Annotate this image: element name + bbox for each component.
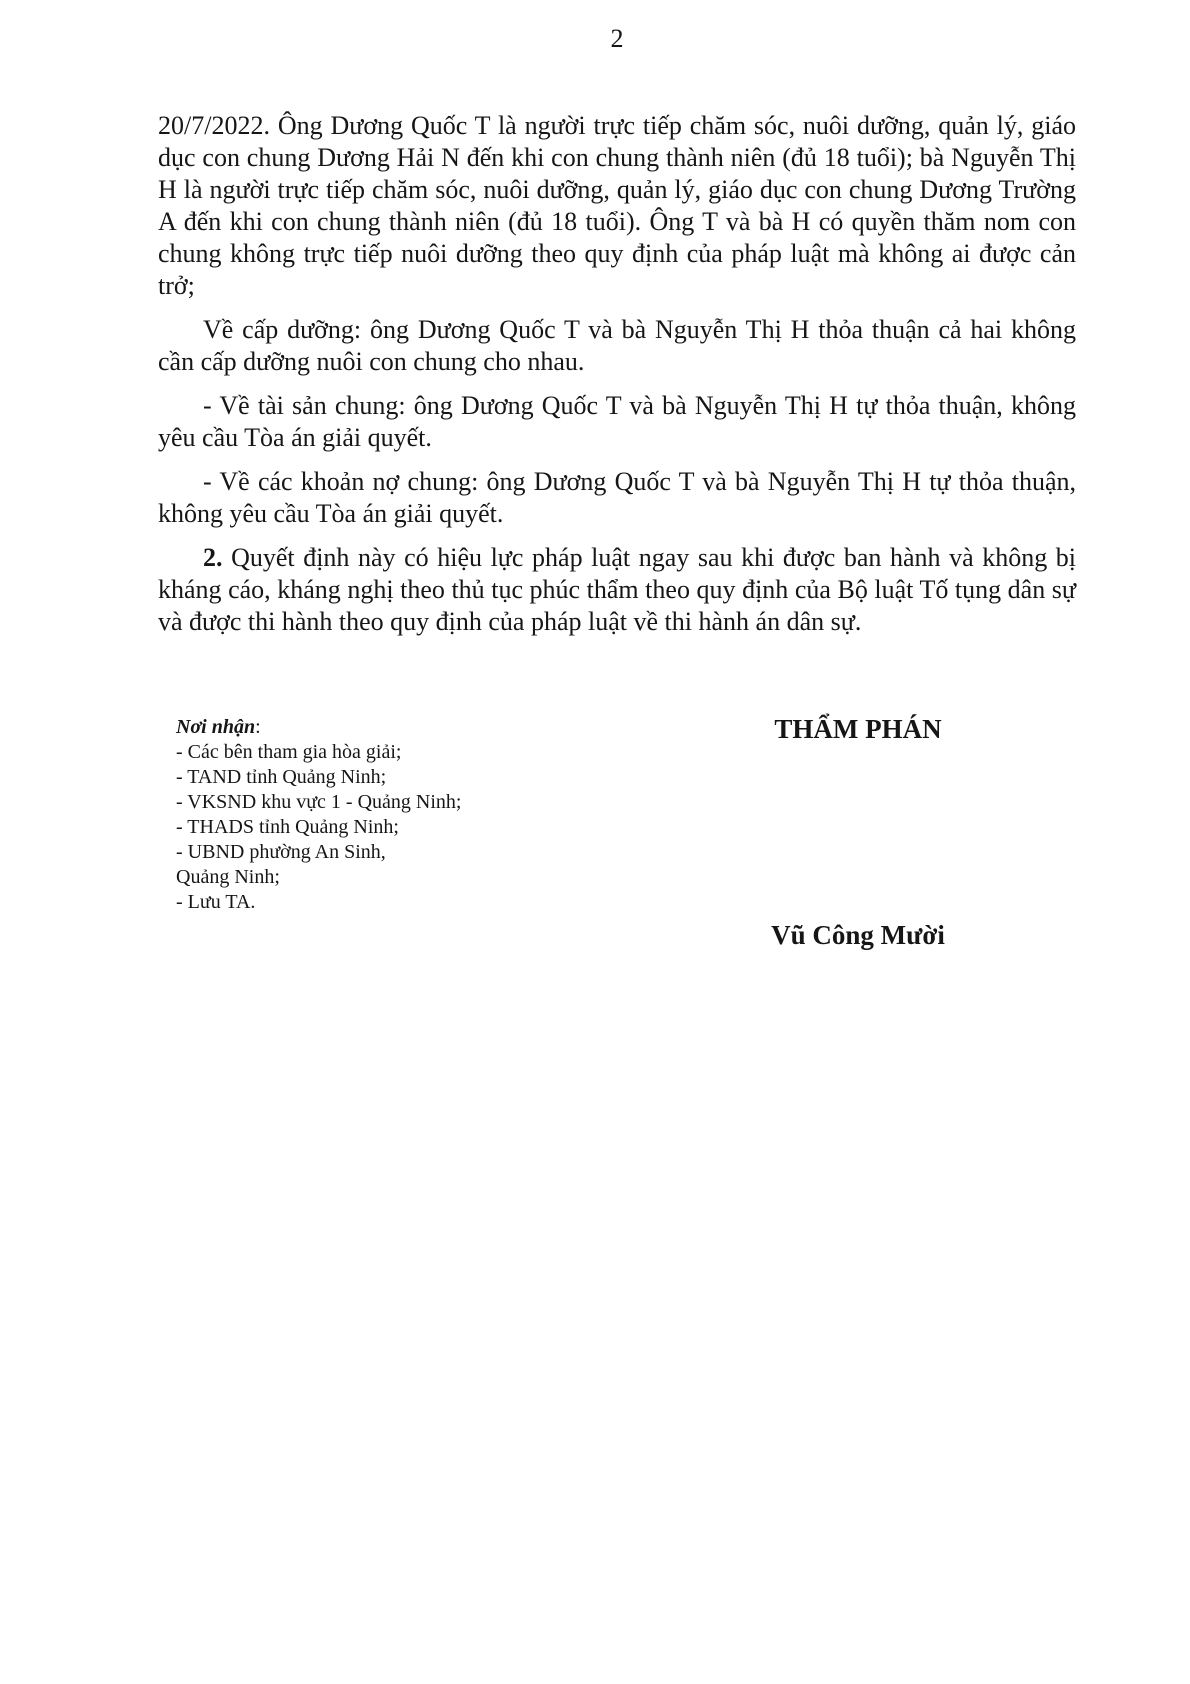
recipients-label [176, 715, 606, 740]
recipients-label-colon: : [255, 716, 261, 738]
recipients-block [176, 715, 606, 915]
recipient-item: - Các bên tham gia hòa giải; [176, 741, 402, 763]
recipient-item: - TAND tỉnh Quảng Ninh; [176, 766, 387, 788]
signature-title: THẨM PHÁN [774, 714, 942, 744]
paragraph-effect [158, 542, 1076, 638]
paragraph-custody: 20/7/2022. Ông Dương Quốc T là người trực tiếp chăm sóc, nuôi dưỡng, quản lý, giáo dục con chung Dương Hải N đến khi con chung thành niên (đủ 18 tuổi); bà Nguyễn Thị H là người trực tiếp chăm sóc, nuôi dưỡng, quản lý, giáo dục con chung Dương Trường A đến khi con chung thành niên (đủ 18 tuổi). Ông T và bà H có quyền thăm nom con chung không trực tiếp nuôi dưỡng theo quy định của pháp luật mà không ai được cản trở; [158, 111, 1076, 300]
recipient-item: - THADS tỉnh Quảng Ninh; [176, 816, 399, 838]
page-number: 2 [610, 24, 624, 53]
clause-number: 2. [203, 543, 223, 572]
paragraph-debts: - Về các khoản nợ chung: ông Dương Quốc T và bà Nguyễn Thị H tự thỏa thuận, không yêu cầu Tòa án giải quyết. [158, 467, 1076, 528]
paragraph-effect-text: Quyết định này có hiệu lực pháp luật ngay sau khi được ban hành và không bị kháng cáo, kháng nghị theo thủ tục phúc thẩm theo quy định của Bộ luật Tố tụng dân sự và được thi hành theo quy định của pháp luật về thi hành án dân sự. [158, 543, 1076, 636]
signature-name: Vũ Công Mười [771, 920, 945, 950]
paragraph-property: - Về tài sản chung: ông Dương Quốc T và bà Nguyễn Thị H tự thỏa thuận, không yêu cầu Tòa án giải quyết. [158, 391, 1076, 452]
recipient-item: - Lưu TA. [176, 891, 256, 913]
document-body [158, 110, 1076, 650]
recipient-item-continuation: Quảng Ninh; [176, 866, 280, 888]
recipients-label-text: Nơi nhận [176, 716, 256, 738]
recipient-item: - VKSND khu vực 1 - Quảng Ninh; [176, 791, 462, 813]
paragraph-support: Về cấp dưỡng: ông Dương Quốc T và bà Nguyễn Thị H thỏa thuận cả hai không cần cấp dưỡng nuôi con chung cho nhau. [158, 315, 1076, 376]
recipient-item: - UBND phường An Sinh, [176, 841, 386, 863]
